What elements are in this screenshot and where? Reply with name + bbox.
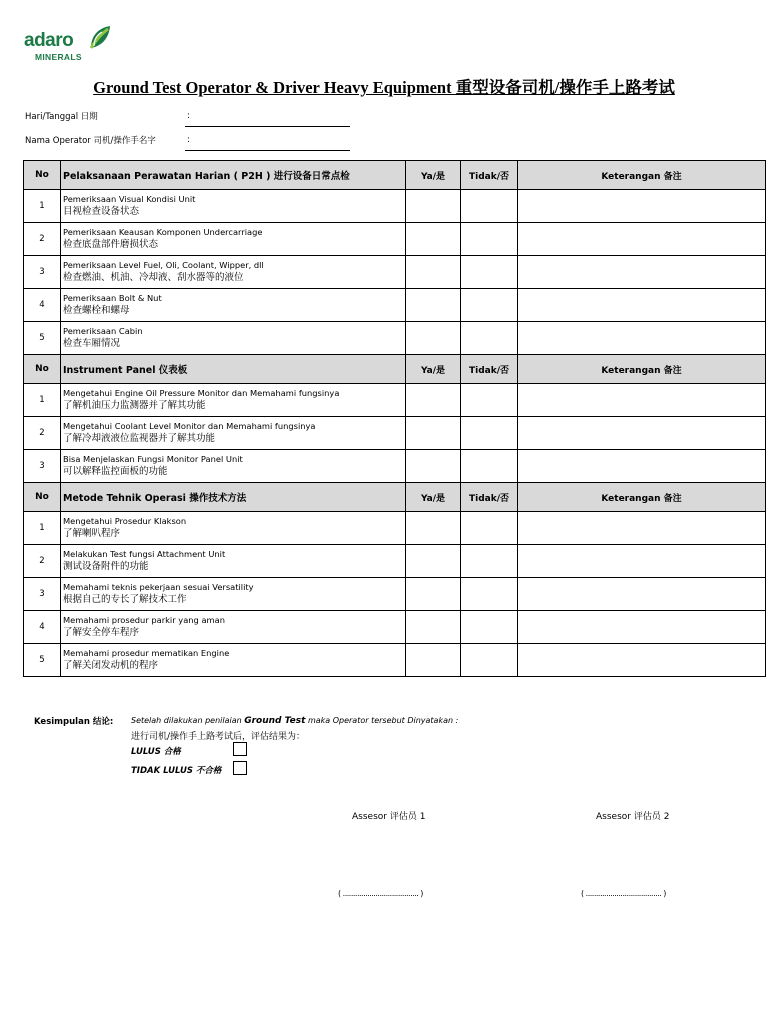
operator-name-line[interactable] <box>185 150 350 151</box>
date-field-colon: : <box>187 111 190 121</box>
operator-name-label: Nama Operator 司机/操作手名字 <box>25 136 156 146</box>
row-text-zh: 可以解释监控面板的功能 <box>63 466 168 477</box>
no-cell[interactable] <box>461 450 518 483</box>
row-text-zh: 了解安全停车程序 <box>63 627 140 638</box>
row-number: 3 <box>24 450 61 483</box>
section-title: Pelaksanaan Perawatan Harian ( P2H ) 进行设备日常点检 <box>61 161 406 190</box>
yes-cell[interactable] <box>406 578 461 611</box>
no-cell[interactable] <box>461 289 518 322</box>
row-number: 3 <box>24 256 61 289</box>
section-header-instrument-panel <box>24 355 766 384</box>
row-description <box>61 256 406 289</box>
row-text-zh: 检查燃油、机油、冷却液、刮水器等的液位 <box>63 272 244 283</box>
row-text-zh: 测试设备附件的功能 <box>63 561 149 572</box>
remarks-cell[interactable] <box>518 450 766 483</box>
remarks-cell[interactable] <box>518 644 766 677</box>
pass-option-label: LULUS 合格 <box>131 747 181 757</box>
remarks-cell[interactable] <box>518 611 766 644</box>
assessor-1-label: Assesor 评估员 1 <box>352 812 426 822</box>
col-no-header: No <box>24 355 61 384</box>
section-header-operation-technique <box>24 483 766 512</box>
logo-subtitle: MINERALS <box>35 52 82 62</box>
table-row <box>24 223 766 256</box>
yes-cell[interactable] <box>406 223 461 256</box>
remarks-cell[interactable] <box>518 289 766 322</box>
col-no-header: No <box>24 483 61 512</box>
date-field-label: Hari/Tanggal 日期 <box>25 112 98 122</box>
leaf-icon <box>88 24 112 50</box>
table-row <box>24 417 766 450</box>
remarks-cell[interactable] <box>518 322 766 355</box>
col-yes-header: Ya/是 <box>406 161 461 190</box>
yes-cell[interactable] <box>406 611 461 644</box>
remarks-cell[interactable] <box>518 190 766 223</box>
no-cell[interactable] <box>461 611 518 644</box>
operator-name-colon: : <box>187 135 190 145</box>
no-cell[interactable] <box>461 190 518 223</box>
yes-cell[interactable] <box>406 190 461 223</box>
row-text-id: Memahami prosedur mematikan Engine <box>63 648 230 658</box>
yes-cell[interactable] <box>406 384 461 417</box>
col-remarks-header: Keterangan 备注 <box>518 483 766 512</box>
no-cell[interactable] <box>461 578 518 611</box>
row-description <box>61 611 406 644</box>
remarks-cell[interactable] <box>518 578 766 611</box>
row-description <box>61 384 406 417</box>
row-description <box>61 322 406 355</box>
yes-cell[interactable] <box>406 450 461 483</box>
checklist-table <box>23 160 766 677</box>
yes-cell[interactable] <box>406 417 461 450</box>
row-text-id: Pemeriksaan Visual Kondisi Unit <box>63 194 196 204</box>
col-yes-header: Ya/是 <box>406 355 461 384</box>
row-number: 5 <box>24 322 61 355</box>
row-text-zh: 检查车厢情况 <box>63 338 121 349</box>
row-text-id: Memahami teknis pekerjaan sesuai Versatility <box>63 582 254 592</box>
table-row <box>24 322 766 355</box>
row-text-id: Mengetahui Prosedur Klakson <box>63 516 187 526</box>
col-no-answer-header: Tidak/否 <box>461 483 518 512</box>
no-cell[interactable] <box>461 644 518 677</box>
remarks-cell[interactable] <box>518 512 766 545</box>
row-text-zh: 了解机油压力监测器并了解其功能 <box>63 400 206 411</box>
row-text-zh: 检查螺栓和螺母 <box>63 305 130 316</box>
col-no-answer-header: Tidak/否 <box>461 161 518 190</box>
row-text-id: Mengetahui Engine Oil Pressure Monitor dan Memahami fungsinya <box>63 388 340 398</box>
row-description <box>61 578 406 611</box>
row-text-id: Bisa Menjelaskan Fungsi Monitor Panel Unit <box>63 454 243 464</box>
row-text-id: Pemeriksaan Keausan Komponen Undercarriage <box>63 227 263 237</box>
conclusion-statement-zh: 进行司机/操作手上路考试后，评估结果为： <box>131 732 306 742</box>
row-text-id: Memahami prosedur parkir yang aman <box>63 615 225 625</box>
conclusion-text-ground-test: Ground Test <box>244 716 306 726</box>
no-cell[interactable] <box>461 512 518 545</box>
adaro-logo <box>24 22 114 64</box>
row-number: 4 <box>24 289 61 322</box>
no-cell[interactable] <box>461 256 518 289</box>
section-header-p2h <box>24 161 766 190</box>
row-text-zh: 了解冷却液液位监视器并了解其功能 <box>63 433 216 444</box>
no-cell[interactable] <box>461 417 518 450</box>
yes-cell[interactable] <box>406 512 461 545</box>
no-cell[interactable] <box>461 545 518 578</box>
col-remarks-header: Keterangan 备注 <box>518 355 766 384</box>
conclusion-text-before: Setelah dilakukan penilaian <box>131 716 242 725</box>
row-number: 4 <box>24 611 61 644</box>
table-row <box>24 256 766 289</box>
row-description <box>61 545 406 578</box>
row-description <box>61 190 406 223</box>
yes-cell[interactable] <box>406 545 461 578</box>
yes-cell[interactable] <box>406 256 461 289</box>
table-row <box>24 578 766 611</box>
date-field-line[interactable] <box>185 126 350 127</box>
table-row <box>24 289 766 322</box>
conclusion-text-after: maka Operator tersebut Dinyatakan : <box>307 716 459 725</box>
row-number: 1 <box>24 190 61 223</box>
page-title: Ground Test Operator & Driver Heavy Equipment 重型设备司机/操作手上路考试 <box>93 78 675 97</box>
section-title: Instrument Panel 仪表板 <box>61 355 406 384</box>
row-text-id: Pemeriksaan Bolt & Nut <box>63 293 162 303</box>
no-cell[interactable] <box>461 322 518 355</box>
fail-option-label: TIDAK LULUS 不合格 <box>131 766 222 776</box>
row-description <box>61 417 406 450</box>
row-text-id: Mengetahui Coolant Level Monitor dan Memahami fungsinya <box>63 421 316 431</box>
row-text-id: Pemeriksaan Cabin <box>63 326 143 336</box>
col-no-header: No <box>24 161 61 190</box>
table-row <box>24 644 766 677</box>
row-number: 1 <box>24 384 61 417</box>
row-number: 5 <box>24 644 61 677</box>
row-number: 1 <box>24 512 61 545</box>
conclusion-statement <box>131 716 458 726</box>
remarks-cell[interactable] <box>518 256 766 289</box>
row-text-zh: 了解关闭发动机的程序 <box>63 660 159 671</box>
no-cell[interactable] <box>461 384 518 417</box>
row-text-zh: 根据自己的专长了解技术工作 <box>63 594 187 605</box>
col-yes-header: Ya/是 <box>406 483 461 512</box>
table-row <box>24 450 766 483</box>
row-description <box>61 644 406 677</box>
remarks-cell[interactable] <box>518 545 766 578</box>
table-row <box>24 545 766 578</box>
row-text-id: Melakukan Test fungsi Attachment Unit <box>63 549 226 559</box>
yes-cell[interactable] <box>406 289 461 322</box>
row-description <box>61 512 406 545</box>
row-text-zh: 了解喇叭程序 <box>63 528 121 539</box>
assessor-2-signature-line[interactable]: ( ..................................... ) <box>581 889 666 898</box>
remarks-cell[interactable] <box>518 223 766 256</box>
row-text-zh: 目视检查设备状态 <box>63 206 140 217</box>
row-number: 3 <box>24 578 61 611</box>
col-remarks-header: Keterangan 备注 <box>518 161 766 190</box>
logo-wordmark: adaro <box>24 30 74 51</box>
table-row <box>24 190 766 223</box>
fail-checkbox[interactable] <box>233 761 247 775</box>
row-number: 2 <box>24 417 61 450</box>
remarks-cell[interactable] <box>518 384 766 417</box>
section-title: Metode Tehnik Operasi 操作技术方法 <box>61 483 406 512</box>
table-row <box>24 512 766 545</box>
yes-cell[interactable] <box>406 322 461 355</box>
assessor-2-label: Assesor 评估员 2 <box>596 812 670 822</box>
row-number: 2 <box>24 545 61 578</box>
row-text-id: Pemeriksaan Level Fuel, Oli, Coolant, Wipper, dll <box>63 260 264 270</box>
conclusion-label: Kesimpulan 结论: <box>34 717 114 727</box>
row-number: 2 <box>24 223 61 256</box>
row-text-zh: 检查底盘部件磨损状态 <box>63 239 159 250</box>
row-description <box>61 223 406 256</box>
row-description <box>61 289 406 322</box>
pass-checkbox[interactable] <box>233 742 247 756</box>
col-no-answer-header: Tidak/否 <box>461 355 518 384</box>
assessor-1-signature-line[interactable]: ( ..................................... ) <box>338 889 423 898</box>
remarks-cell[interactable] <box>518 417 766 450</box>
yes-cell[interactable] <box>406 644 461 677</box>
table-row <box>24 611 766 644</box>
table-row <box>24 384 766 417</box>
no-cell[interactable] <box>461 223 518 256</box>
row-description <box>61 450 406 483</box>
